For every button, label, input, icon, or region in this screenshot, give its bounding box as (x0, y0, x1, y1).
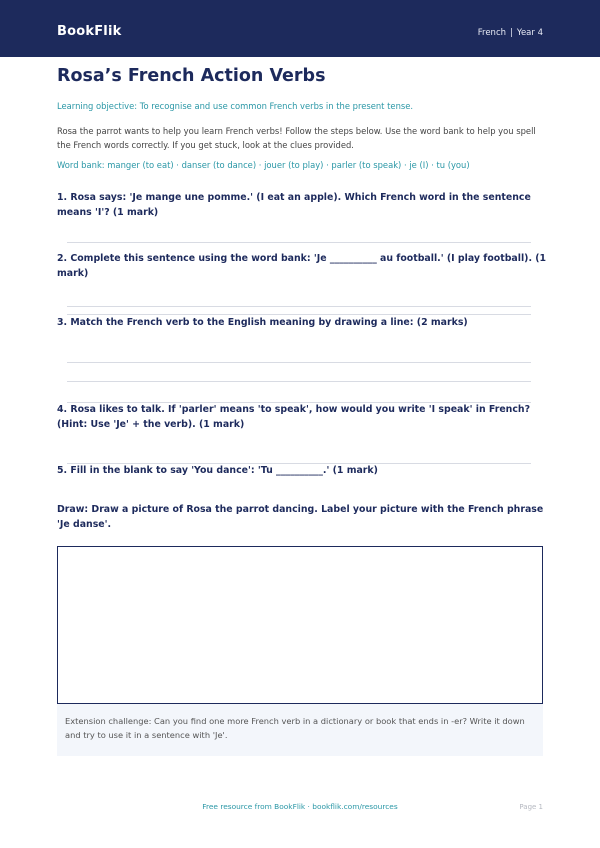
answer-line[interactable] (67, 362, 531, 363)
answer-line[interactable] (67, 306, 531, 307)
question-4: 4. Rosa likes to talk. If 'parler' means 'to speak', how would you write 'I speak' in French? (Hint: Use 'Je' + the verb). (1 mark) (57, 404, 531, 430)
drawing-area[interactable] (57, 546, 543, 704)
subject-label: French (477, 28, 507, 38)
answer-line[interactable] (67, 402, 531, 403)
page-number: Page 1 (519, 803, 543, 811)
question-3: 3. Match the French verb to the English meaning by drawing a line: (2 marks) (57, 317, 468, 328)
question-1: 1. Rosa says: 'Je mange une pomme.' (I eat an apple). Which French word in the sentence means 'I'? (1 mark) (57, 192, 531, 218)
answer-line[interactable] (67, 381, 531, 382)
learning-objective: Learning objective: To recognise and use common French verbs in the present tense. (57, 101, 414, 111)
answer-line[interactable] (67, 242, 531, 243)
brand-logo-text: BookFlik (57, 24, 122, 39)
footer-credit[interactable]: Free resource from BookFlik · bookflik.com/resources (202, 802, 398, 811)
question-5: 5. Fill in the blank to say 'You dance': 'Tu __________.' (1 mark) (57, 465, 378, 476)
word-bank: Word bank: manger (to eat) · danser (to dance) · jouer (to play) · parler (to speak) · je (I) · tu (you) (57, 160, 470, 170)
page-title: Rosa’s French Action Verbs (57, 66, 326, 86)
extension-challenge (57, 704, 543, 756)
page-header (0, 0, 600, 57)
intro-text: Rosa the parrot wants to help you learn French verbs! Follow the steps below. Use the word bank to help you spell the French words correctly. If you get stuck, look at the clues provided. (57, 126, 536, 150)
question-2: 2. Complete this sentence using the word bank: 'Je __________ au football.' (I play football). (1 mark) (57, 253, 547, 279)
answer-line[interactable] (67, 314, 531, 315)
meta-separator: | (510, 28, 513, 38)
extension-text: Extension challenge: Can you find one more French verb in a dictionary or book that ends in -er? Write it down and try to use it in a sentence with 'Je'. (65, 716, 525, 740)
draw-task: Draw: Draw a picture of Rosa the parrot dancing. Label your picture with the French phrase 'Je danse'. (57, 504, 544, 530)
header-meta (478, 28, 543, 38)
year-label: Year 4 (516, 28, 543, 38)
